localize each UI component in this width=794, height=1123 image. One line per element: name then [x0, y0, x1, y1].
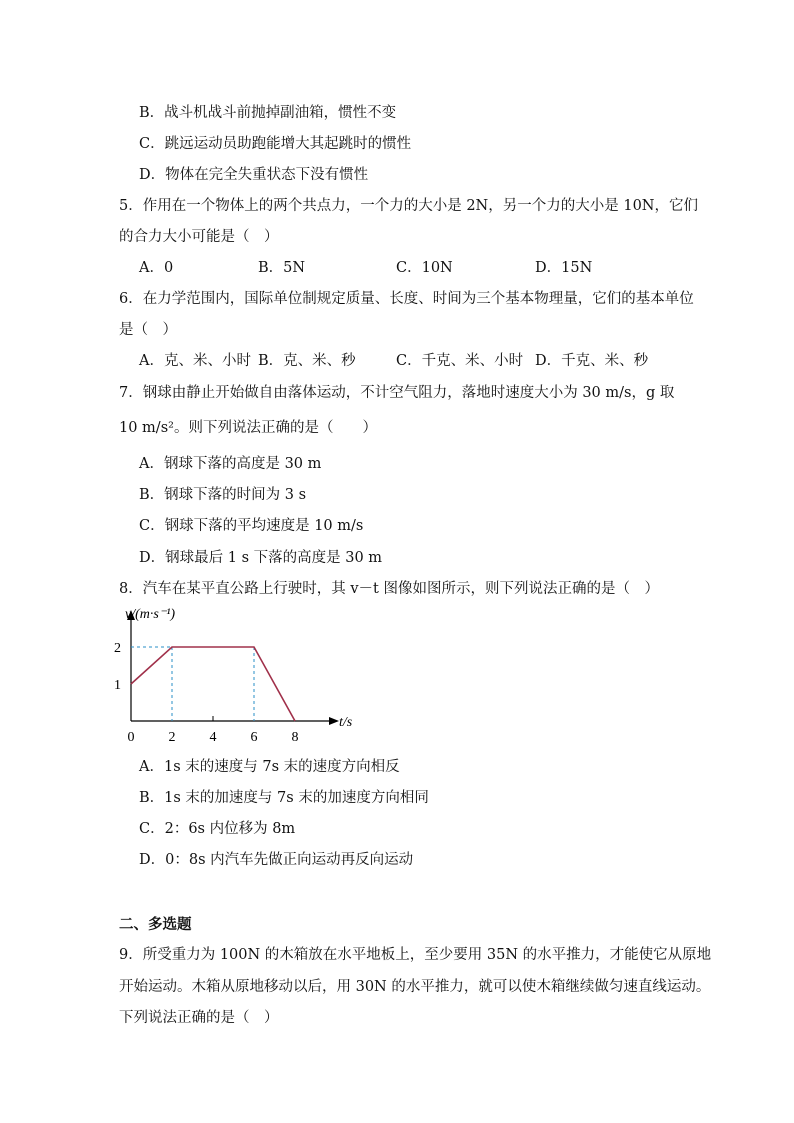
q7-stem-line1: 7．钢球由静止开始做自由落体运动，不计空气阻力，落地时速度大小为 30 m/s，g 取	[119, 385, 675, 401]
q9-stem-line2: 开始运动。木箱从原地移动以后，用 30N 的水平推力，就可以使木箱继续做匀速直线运动。	[119, 979, 711, 995]
q4-option-c: C．跳远运动员助跑能增大其起跳时的惯性	[139, 136, 412, 152]
y-tick-label-1: 1	[114, 678, 121, 693]
q7-option-a: A．钢球下落的高度是 30 m	[139, 456, 322, 472]
x-tick-label-8: 8	[291, 730, 299, 744]
vt-graph	[112, 604, 352, 744]
section-title-multiple-choice: 二、多选题	[119, 916, 192, 933]
q5-option-d: D．15N	[535, 260, 593, 276]
q6-option-a: A．克、米、小时	[139, 353, 251, 369]
q7-option-d: D．钢球最后 1 s 下落的高度是 30 m	[139, 550, 383, 566]
x-tick-label-6: 6	[250, 730, 258, 744]
q6-stem-line1: 6．在力学范围内，国际单位制规定质量、长度、时间为三个基本物理量，它们的基本单位	[119, 291, 694, 307]
q8-option-d: D．0：8s 内汽车先做正向运动再反向运动	[139, 852, 414, 868]
q8-option-c: C．2：6s 内位移为 8m	[139, 821, 296, 837]
q8-stem: 8．汽车在某平直公路上行驶时，其 v－t 图像如图所示，则下列说法正确的是（ ）	[119, 581, 659, 597]
q5-option-b: B．5N	[258, 260, 306, 276]
x-tick-label-0: 0	[127, 730, 135, 744]
x-axis-label: t/s	[339, 715, 352, 730]
q7-stem-line2: 10 m/s²。则下列说法正确的是（ ）	[119, 420, 377, 436]
x-tick-label-4: 4	[209, 730, 217, 744]
q9-stem-line3: 下列说法正确的是（ ）	[119, 1010, 279, 1026]
q5-stem-line2: 的合力大小可能是（ ）	[119, 229, 279, 245]
q4-option-d: D．物体在完全失重状态下没有惯性	[139, 167, 369, 183]
q8-option-b: B．1s 末的加速度与 7s 末的加速度方向相同	[139, 790, 429, 806]
q6-stem-line2: 是（ ）	[119, 322, 177, 338]
x-axis-arrow	[329, 717, 339, 725]
q5-option-a: A．0	[139, 260, 174, 276]
q7-option-c: C．钢球下落的平均速度是 10 m/s	[139, 518, 364, 534]
q4-option-b: B．战斗机战斗前抛掉副油箱，惯性不变	[139, 105, 397, 121]
y-tick-label-2: 2	[114, 641, 121, 656]
q6-option-c: C．千克、米、小时	[396, 353, 524, 369]
q8-option-a: A．1s 末的速度与 7s 末的速度方向相反	[139, 759, 400, 775]
velocity-line	[131, 647, 295, 721]
y-axis-label: v/(m·s⁻¹)	[125, 607, 176, 622]
q9-stem-line1: 9．所受重力为 100N 的木箱放在水平地板上，至少要用 35N 的水平推力，才能使它从原地	[119, 947, 712, 963]
q7-option-b: B．钢球下落的时间为 3 s	[139, 487, 307, 503]
q5-option-c: C．10N	[396, 260, 453, 276]
q5-stem-line1: 5．作用在一个物体上的两个共点力，一个力的大小是 2N，另一个力的大小是 10N，它们	[119, 198, 698, 214]
q6-option-b: B．克、米、秒	[258, 353, 356, 369]
x-tick-label-2: 2	[168, 730, 176, 744]
q6-option-d: D．千克、米、秒	[535, 353, 649, 369]
